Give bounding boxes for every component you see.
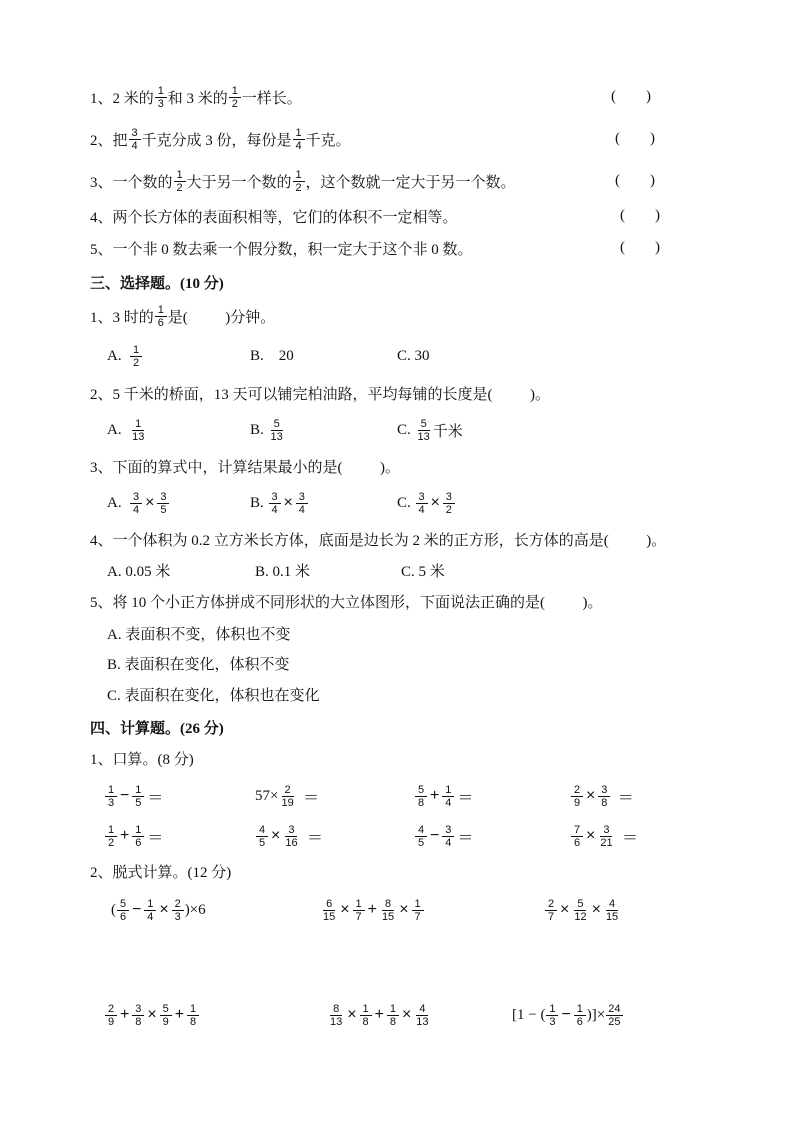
text-segment: B.: [250, 494, 268, 511]
math-operator: ＝: [457, 829, 474, 847]
numerator: 5: [574, 898, 586, 911]
denominator: 12: [574, 910, 587, 923]
numerator: 8: [382, 898, 394, 911]
fraction: [571, 784, 583, 809]
step-problem-4: [104, 1000, 200, 1030]
text-segment: )]×: [586, 1006, 606, 1023]
text-segment: 57×: [255, 787, 279, 804]
math-operator: ＝: [457, 789, 474, 807]
step-problem-6: [512, 1000, 624, 1030]
math-operator: ×: [159, 901, 169, 918]
fraction: [360, 1003, 372, 1028]
numerator: 1: [132, 784, 144, 797]
choice-question-1: [90, 301, 275, 331]
text-segment: 和 3 米的: [167, 90, 228, 107]
denominator: 4: [147, 910, 154, 923]
q3-option-b[interactable]: [250, 488, 309, 518]
numerator: 3: [598, 784, 610, 797]
numerator: 1: [144, 898, 156, 911]
answer-blank-5[interactable]: ( ): [620, 239, 660, 256]
math-operator: −: [430, 827, 440, 844]
fraction: [130, 491, 142, 516]
numerator: 3: [157, 491, 169, 504]
denominator: 6: [573, 836, 581, 849]
fraction: [129, 127, 141, 152]
fraction: [328, 1003, 344, 1028]
denominator: 15: [605, 910, 619, 923]
denominator: 2: [176, 181, 183, 194]
fraction: [117, 898, 129, 923]
text-segment: 4、两个长方体的表面积相等，它们的体积不一定相等。: [90, 209, 458, 226]
denominator: 6: [135, 836, 142, 849]
oral-problem-8: [570, 821, 640, 851]
text-segment: 千克分成 3 份，每份是: [141, 132, 292, 149]
denominator: 2: [231, 97, 238, 110]
answer-blank-2[interactable]: ( ): [615, 130, 655, 147]
text-segment: B. 0.1 米: [255, 563, 311, 580]
text-segment: C.: [397, 494, 415, 511]
denominator: 8: [389, 1015, 396, 1028]
math-operator: +: [430, 787, 440, 804]
step-problem-3: [544, 895, 621, 925]
math-operator: −: [132, 901, 142, 918]
text-segment: 一样长。: [241, 90, 302, 107]
fraction: [187, 1003, 199, 1028]
oral-problem-5: [104, 821, 165, 851]
denominator: 15: [323, 910, 336, 923]
math-operator: +: [120, 827, 130, 844]
fraction: [380, 898, 396, 923]
oral-problem-6: [255, 821, 325, 851]
fraction: [293, 127, 305, 152]
math-operator: −: [561, 1006, 571, 1023]
text-segment: A. 0.05 米: [107, 563, 171, 580]
numerator: 2: [282, 784, 294, 797]
text-segment: A.: [107, 421, 130, 438]
denominator: 8: [362, 1015, 369, 1028]
choice-question-4: [90, 524, 666, 554]
denominator: 4: [418, 503, 425, 516]
numerator: 4: [415, 824, 427, 837]
denominator: 21: [600, 836, 613, 849]
fraction: [269, 491, 281, 516]
oral-problem-7: [414, 821, 475, 851]
judge-item-5: [90, 233, 473, 263]
q2-option-b[interactable]: [250, 415, 286, 445]
text-segment: B. 20: [250, 347, 294, 364]
denominator: 9: [107, 1015, 115, 1028]
text-segment: 千克。: [305, 132, 351, 149]
math-operator: −: [120, 787, 130, 804]
fraction: [604, 898, 620, 923]
denominator: 4: [271, 503, 278, 516]
numerator: 8: [330, 1003, 342, 1016]
math-operator: +: [120, 1006, 130, 1023]
fraction: [546, 1003, 558, 1028]
answer-blank-3[interactable]: ( ): [615, 172, 655, 189]
denominator: 8: [601, 796, 608, 809]
text-segment: 2、把: [90, 132, 128, 149]
numerator: 1: [187, 1003, 199, 1016]
denominator: 2: [107, 836, 115, 849]
denominator: 8: [417, 796, 425, 809]
denominator: 5: [135, 796, 142, 809]
denominator: 5: [417, 836, 425, 849]
oral-problem-3: [414, 781, 475, 811]
math-operator: ×: [283, 494, 293, 511]
math-operator: ＝: [302, 829, 324, 847]
text-segment: 3、下面的算式中，计算结果最小的是( )。: [90, 459, 400, 476]
numerator: 3: [296, 491, 308, 504]
fraction: [412, 898, 424, 923]
text-segment: B. 表面积在变化，体积不变: [107, 656, 290, 673]
numerator: 1: [353, 898, 365, 911]
numerator: 3: [129, 127, 141, 140]
denominator: 15: [381, 910, 395, 923]
numerator: 1: [360, 1003, 372, 1016]
denominator: 5: [258, 836, 266, 849]
math-operator: ×: [430, 494, 440, 511]
numerator: 5: [418, 418, 430, 431]
fraction: [296, 491, 308, 516]
q1-option-b[interactable]: [250, 341, 294, 371]
numerator: 5: [271, 418, 283, 431]
fraction: [105, 824, 117, 849]
denominator: 3: [107, 796, 115, 809]
oral-problem-2: [255, 781, 321, 811]
text-segment: 5、一个非 0 数去乘一个假分数，积一定大于这个非 0 数。: [90, 241, 473, 258]
numerator: 2: [545, 898, 557, 911]
numerator: 1: [574, 1003, 586, 1016]
fraction: [574, 1003, 586, 1028]
fraction: [321, 898, 337, 923]
text-segment: C. 表面积在变化，体积也在变化: [107, 687, 320, 704]
q3-option-c[interactable]: [397, 488, 456, 518]
fraction: [155, 304, 167, 329]
numerator: 3: [443, 491, 455, 504]
numerator: 1: [130, 344, 142, 357]
denominator: 4: [445, 796, 452, 809]
math-operator: ×: [145, 494, 155, 511]
denominator: 4: [133, 503, 140, 516]
fraction: [256, 824, 268, 849]
fraction: [442, 824, 454, 849]
math-operator: ×: [401, 1006, 412, 1023]
fraction: [414, 1003, 430, 1028]
math-operator: ×: [147, 1006, 157, 1023]
fraction: [130, 344, 142, 369]
q4-option-a[interactable]: [107, 555, 170, 585]
numerator: 1: [105, 784, 117, 797]
numerator: 3: [285, 824, 297, 837]
fraction: [229, 85, 241, 110]
math-operator: ×: [399, 901, 409, 918]
denominator: 6: [157, 316, 164, 329]
numerator: 1: [293, 169, 305, 182]
fraction: [571, 824, 583, 849]
step-problem-5: [327, 1000, 432, 1030]
denominator: 13: [270, 430, 283, 443]
numerator: 2: [571, 784, 583, 797]
numerator: 1: [546, 1003, 558, 1016]
numerator: 4: [606, 898, 618, 911]
oral-problem-4: [570, 781, 636, 811]
numerator: 1: [293, 127, 305, 140]
fraction: [105, 784, 117, 809]
math-operator: +: [374, 1006, 384, 1023]
math-operator: ＝: [613, 789, 634, 807]
numerator: 3: [132, 1003, 144, 1016]
math-operator: ×: [591, 901, 601, 918]
numerator: 2: [172, 898, 184, 911]
math-operator: ×: [586, 787, 596, 804]
text-segment: (: [111, 901, 116, 918]
numerator: 7: [571, 824, 583, 837]
fraction: [442, 784, 454, 809]
fraction: [105, 1003, 117, 1028]
fraction: [293, 169, 305, 194]
fraction: [545, 898, 557, 923]
judge-item-3: [90, 166, 516, 196]
denominator: 13: [330, 1015, 343, 1028]
text-segment: B.: [250, 421, 268, 438]
denominator: 13: [417, 430, 430, 443]
q5-option-a[interactable]: [107, 618, 290, 648]
text-segment: A.: [107, 494, 130, 511]
fraction: [269, 418, 285, 443]
fraction: [416, 418, 432, 443]
numerator: 4: [416, 1003, 428, 1016]
text-segment: 千米: [432, 423, 463, 440]
numerator: 3: [130, 491, 142, 504]
denominator: 13: [132, 430, 145, 443]
choice-question-2: [90, 378, 550, 408]
math-operator: ＝: [147, 829, 164, 847]
text-segment: 大于另一个数的: [186, 174, 292, 191]
fraction: [279, 784, 295, 809]
math-operator: ＝: [298, 789, 320, 807]
denominator: 4: [445, 836, 452, 849]
numerator: 1: [155, 304, 167, 317]
math-operator: ×: [560, 901, 570, 918]
numerator: 4: [256, 824, 268, 837]
numerator: 2: [105, 1003, 117, 1016]
numerator: 1: [229, 85, 241, 98]
fraction: [144, 898, 156, 923]
oral-problem-1: [104, 781, 165, 811]
denominator: 2: [445, 503, 452, 516]
numerator: 6: [323, 898, 335, 911]
section-3-title: 三、选择题。(10 分): [90, 275, 224, 292]
denominator: 13: [416, 1015, 429, 1028]
numerator: 1: [132, 418, 144, 431]
math-operator: ×: [271, 827, 281, 844]
math-operator: ×: [347, 1006, 357, 1023]
q1-option-a[interactable]: [107, 341, 143, 371]
math-operator: +: [174, 1006, 185, 1023]
numerator: 1: [174, 169, 186, 182]
denominator: 3: [549, 1015, 556, 1028]
numerator: 5: [415, 784, 427, 797]
fraction: [157, 491, 169, 516]
fraction: [387, 1003, 399, 1028]
q2-option-a[interactable]: [107, 415, 147, 445]
denominator: 6: [576, 1015, 583, 1028]
q4-option-c[interactable]: [401, 555, 445, 585]
math-operator: ×: [340, 901, 350, 918]
fraction: [172, 898, 184, 923]
text-segment: [1 − (: [512, 1006, 546, 1023]
text-segment: 是( )分钟。: [167, 309, 276, 326]
text-segment: 2、5 千米的桥面，13 天可以铺完柏油路，平均每铺的长度是( )。: [90, 386, 550, 403]
q5-option-b[interactable]: [107, 648, 290, 678]
denominator: 4: [131, 139, 138, 152]
numerator: 1: [155, 85, 167, 98]
answer-blank-1[interactable]: ( ): [611, 88, 651, 105]
fraction: [606, 1003, 622, 1028]
section-4-title: 四、计算题。(26 分): [90, 720, 224, 737]
fraction: [132, 1003, 144, 1028]
denominator: 6: [119, 910, 127, 923]
fraction: [572, 898, 588, 923]
choice-question-3: [90, 451, 400, 481]
math-operator: ＝: [147, 789, 164, 807]
numerator: 3: [442, 824, 454, 837]
answer-blank-4[interactable]: ( ): [620, 207, 660, 224]
text-segment: C. 5 米: [401, 563, 445, 580]
fraction: [415, 824, 427, 849]
text-segment: C. 30: [397, 347, 430, 364]
fraction: [283, 824, 299, 849]
judge-item-1: [90, 82, 302, 112]
math-operator: +: [367, 901, 377, 918]
denominator: 9: [162, 1015, 169, 1028]
judge-item-4: [90, 201, 458, 231]
denominator: 8: [189, 1015, 197, 1028]
denominator: 9: [573, 796, 581, 809]
numerator: 3: [416, 491, 428, 504]
fraction: [598, 784, 610, 809]
numerator: 5: [117, 898, 129, 911]
text-segment: )×6: [184, 901, 206, 918]
fraction: [174, 169, 186, 194]
judge-item-2: [90, 124, 351, 154]
numerator: 1: [132, 824, 144, 837]
math-operator: ×: [586, 827, 596, 844]
numerator: 3: [269, 491, 281, 504]
denominator: 8: [135, 1015, 142, 1028]
text-segment: C.: [397, 421, 415, 438]
denominator: 3: [174, 910, 181, 923]
fraction: [155, 85, 167, 110]
numerator: 1: [105, 824, 117, 837]
step-problem-1: [111, 895, 206, 925]
denominator: 5: [160, 503, 167, 516]
denominator: 7: [355, 910, 362, 923]
text-segment: A.: [107, 347, 130, 364]
denominator: 2: [295, 181, 302, 194]
choice-question-5: [90, 586, 603, 616]
text-segment: 3、一个数的: [90, 174, 173, 191]
numerator: 3: [600, 824, 612, 837]
q1-option-c[interactable]: [397, 341, 430, 371]
numerator: 1: [387, 1003, 399, 1016]
text-segment: 1、2 米的: [90, 90, 154, 107]
text-segment: ，这个数就一定大于另一个数。: [305, 174, 516, 191]
fraction: [132, 784, 144, 809]
denominator: 19: [281, 796, 294, 809]
denominator: 7: [414, 910, 421, 923]
text-segment: 5、将 10 个小正方体拼成不同形状的大立体图形，下面说法正确的是( )。: [90, 594, 603, 611]
text-segment: 4、一个体积为 0.2 立方米长方体，底面是边长为 2 米的正方形，长方体的高是( )。: [90, 532, 667, 549]
fraction: [598, 824, 614, 849]
numerator: 1: [412, 898, 424, 911]
q4-option-b[interactable]: [255, 555, 310, 585]
step-problem-2: [320, 895, 425, 925]
fraction: [132, 824, 144, 849]
oral-calc-title: 1、口算。(8 分): [90, 751, 194, 768]
numerator: 24: [608, 1002, 621, 1015]
fraction: [416, 491, 428, 516]
denominator: 3: [157, 97, 164, 110]
denominator: 2: [133, 356, 140, 369]
denominator: 4: [298, 503, 305, 516]
step-calc-title: 2、脱式计算。(12 分): [90, 864, 232, 881]
denominator: 7: [547, 910, 555, 923]
fraction: [353, 898, 365, 923]
math-operator: ＝: [617, 829, 639, 847]
fraction: [130, 418, 146, 443]
numerator: 1: [442, 784, 454, 797]
q3-option-a[interactable]: [107, 488, 170, 518]
fraction: [443, 491, 455, 516]
denominator: 4: [295, 139, 302, 152]
q2-option-c[interactable]: [397, 415, 463, 445]
text-segment: 1、3 时的: [90, 309, 154, 326]
fraction: [160, 1003, 172, 1028]
q5-option-c[interactable]: [107, 679, 320, 709]
denominator: 16: [285, 836, 298, 849]
numerator: 5: [160, 1003, 172, 1016]
fraction: [415, 784, 427, 809]
text-segment: A. 表面积不变，体积也不变: [107, 626, 291, 643]
denominator: 25: [608, 1015, 621, 1028]
